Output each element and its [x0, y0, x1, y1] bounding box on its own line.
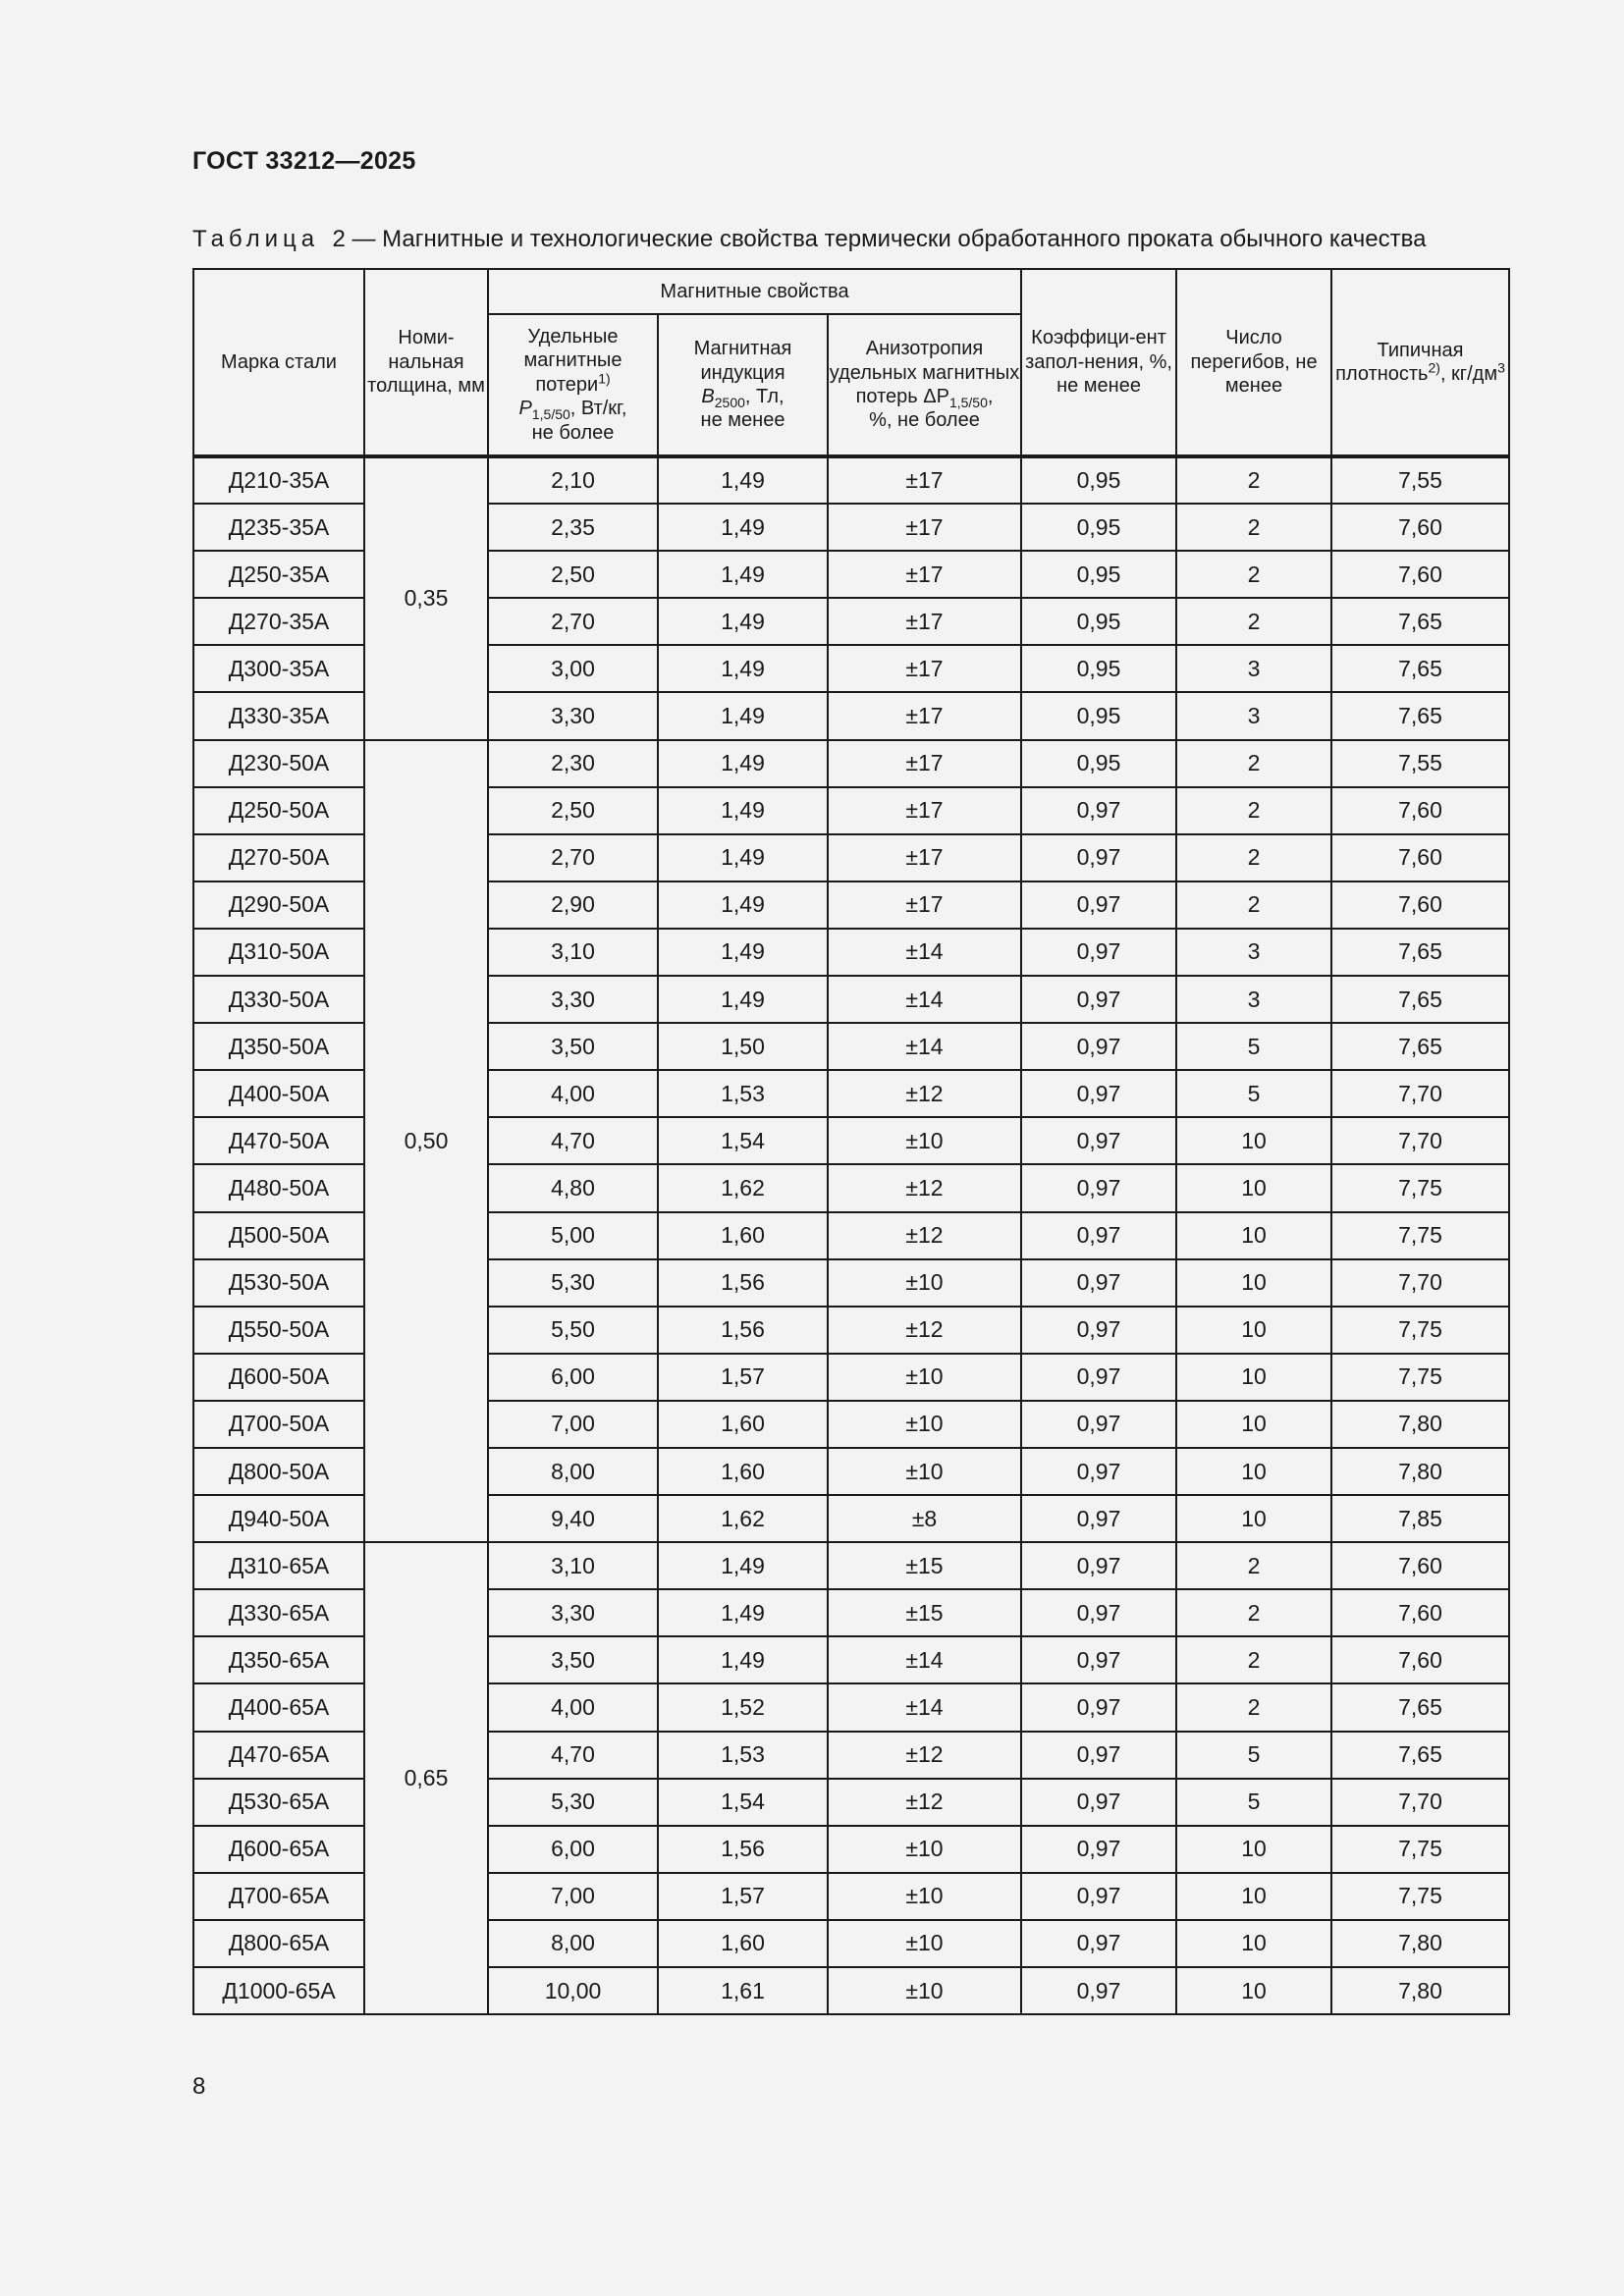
- specific-loss-cell: 3,50: [488, 1023, 658, 1070]
- fill-factor-cell: 0,97: [1021, 1495, 1176, 1542]
- grade-cell: Д310-50А: [193, 929, 364, 976]
- specific-loss-cell: 3,10: [488, 1542, 658, 1589]
- induction-cell: 1,61: [658, 1967, 828, 2014]
- specific-loss-cell: 2,50: [488, 551, 658, 598]
- header-grade: Марка стали: [193, 269, 364, 456]
- density-cell: 7,55: [1331, 456, 1509, 504]
- specific-loss-cell: 5,30: [488, 1259, 658, 1307]
- grade-cell: Д330-35А: [193, 692, 364, 739]
- fill-factor-cell: 0,95: [1021, 456, 1176, 504]
- density-cell: 7,85: [1331, 1495, 1509, 1542]
- bends-cell: 2: [1176, 740, 1331, 787]
- fill-factor-cell: 0,97: [1021, 787, 1176, 834]
- anisotropy-cell: ±17: [828, 456, 1021, 504]
- density-cell: 7,75: [1331, 1873, 1509, 1920]
- density-cell: 7,70: [1331, 1117, 1509, 1164]
- anisotropy-cell: ±10: [828, 1401, 1021, 1448]
- induction-cell: 1,49: [658, 976, 828, 1023]
- density-cell: 7,75: [1331, 1212, 1509, 1259]
- bends-cell: 2: [1176, 1636, 1331, 1683]
- density-cell: 7,70: [1331, 1259, 1509, 1307]
- anisotropy-cell: ±12: [828, 1212, 1021, 1259]
- specific-loss-cell: 7,00: [488, 1873, 658, 1920]
- induction-cell: 1,54: [658, 1117, 828, 1164]
- induction-cell: 1,56: [658, 1307, 828, 1354]
- density-cell: 7,65: [1331, 1023, 1509, 1070]
- bends-cell: 2: [1176, 787, 1331, 834]
- grade-cell: Д1000-65А: [193, 1967, 364, 2014]
- loss-footnote: 1): [598, 370, 611, 387]
- loss-unit: , Вт/кг,: [569, 398, 627, 420]
- induction-cell: 1,49: [658, 881, 828, 929]
- grade-cell: Д600-65А: [193, 1826, 364, 1873]
- specific-loss-cell: 3,10: [488, 929, 658, 976]
- density-cell: 7,60: [1331, 787, 1509, 834]
- fill-factor-cell: 0,97: [1021, 1448, 1176, 1495]
- anisotropy-cell: ±12: [828, 1307, 1021, 1354]
- specific-loss-cell: 2,10: [488, 456, 658, 504]
- fill-factor-cell: 0,97: [1021, 1164, 1176, 1211]
- grade-cell: Д270-50А: [193, 834, 364, 881]
- density-cell: 7,80: [1331, 1920, 1509, 1967]
- anisotropy-cell: ±10: [828, 1967, 1021, 2014]
- grade-cell: Д270-35А: [193, 598, 364, 645]
- specific-loss-cell: 7,00: [488, 1401, 658, 1448]
- induction-cell: 1,49: [658, 740, 828, 787]
- header-thickness: Номи-нальная толщина, мм: [364, 269, 488, 456]
- anisotropy-limit: %, не более: [869, 409, 980, 432]
- density-cell: 7,70: [1331, 1779, 1509, 1826]
- density-label: Типичная плотность: [1335, 339, 1464, 385]
- anisotropy-cell: ±17: [828, 834, 1021, 881]
- density-cell: 7,60: [1331, 1542, 1509, 1589]
- induction-cell: 1,62: [658, 1495, 828, 1542]
- anisotropy-cell: ±8: [828, 1495, 1021, 1542]
- bends-cell: 2: [1176, 881, 1331, 929]
- fill-factor-cell: 0,95: [1021, 551, 1176, 598]
- density-cell: 7,60: [1331, 504, 1509, 551]
- specific-loss-cell: 5,30: [488, 1779, 658, 1826]
- induction-cell: 1,62: [658, 1164, 828, 1211]
- induction-cell: 1,53: [658, 1070, 828, 1117]
- fill-factor-cell: 0,97: [1021, 1117, 1176, 1164]
- anisotropy-label: Анизотропия удельных магнитных потерь ΔP: [829, 338, 1020, 407]
- induction-cell: 1,49: [658, 1636, 828, 1683]
- bends-cell: 10: [1176, 1448, 1331, 1495]
- fill-factor-cell: 0,97: [1021, 1542, 1176, 1589]
- grade-cell: Д700-50А: [193, 1401, 364, 1448]
- fill-factor-cell: 0,95: [1021, 740, 1176, 787]
- anisotropy-cell: ±12: [828, 1070, 1021, 1117]
- anisotropy-cell: ±10: [828, 1448, 1021, 1495]
- fill-factor-cell: 0,97: [1021, 976, 1176, 1023]
- grade-cell: Д235-35А: [193, 504, 364, 551]
- caption-prefix: Таблица: [192, 226, 320, 252]
- fill-factor-cell: 0,95: [1021, 645, 1176, 692]
- specific-loss-cell: 2,35: [488, 504, 658, 551]
- grade-cell: Д330-50А: [193, 976, 364, 1023]
- bends-cell: 2: [1176, 551, 1331, 598]
- fill-factor-cell: 0,97: [1021, 1589, 1176, 1636]
- page-number: 8: [192, 2073, 206, 2100]
- anisotropy-cell: ±14: [828, 1683, 1021, 1731]
- density-unit-exponent: 3: [1497, 359, 1505, 376]
- density-cell: 7,65: [1331, 692, 1509, 739]
- induction-cell: 1,57: [658, 1354, 828, 1401]
- fill-factor-cell: 0,95: [1021, 598, 1176, 645]
- grade-cell: Д230-50А: [193, 740, 364, 787]
- anisotropy-cell: ±15: [828, 1589, 1021, 1636]
- bends-cell: 2: [1176, 456, 1331, 504]
- header-density: [1331, 269, 1509, 456]
- grade-cell: Д400-65А: [193, 1683, 364, 1731]
- specific-loss-cell: 5,00: [488, 1212, 658, 1259]
- specific-loss-cell: 3,30: [488, 976, 658, 1023]
- header-bends: Число перегибов, не менее: [1176, 269, 1331, 456]
- thickness-cell: 0,35: [364, 456, 488, 740]
- induction-subscript: 2500: [714, 395, 745, 410]
- thickness-cell: 0,50: [364, 740, 488, 1543]
- specific-loss-cell: 3,30: [488, 692, 658, 739]
- induction-cell: 1,49: [658, 929, 828, 976]
- grade-cell: Д530-50А: [193, 1259, 364, 1307]
- specific-loss-cell: 4,00: [488, 1070, 658, 1117]
- header-anisotropy: [828, 314, 1021, 456]
- bends-cell: 10: [1176, 1164, 1331, 1211]
- induction-cell: 1,60: [658, 1448, 828, 1495]
- fill-factor-cell: 0,95: [1021, 692, 1176, 739]
- header-specific-loss: [488, 314, 658, 456]
- grade-cell: Д350-65А: [193, 1636, 364, 1683]
- loss-subscript: 1,5/50: [531, 406, 570, 423]
- density-cell: 7,80: [1331, 1401, 1509, 1448]
- fill-factor-cell: 0,97: [1021, 881, 1176, 929]
- fill-factor-cell: 0,97: [1021, 1212, 1176, 1259]
- anisotropy-cell: ±17: [828, 598, 1021, 645]
- fill-factor-cell: 0,97: [1021, 1023, 1176, 1070]
- specific-loss-cell: 3,00: [488, 645, 658, 692]
- fill-factor-cell: 0,97: [1021, 1967, 1176, 2014]
- bends-cell: 10: [1176, 1307, 1331, 1354]
- induction-cell: 1,56: [658, 1826, 828, 1873]
- bends-cell: 10: [1176, 1495, 1331, 1542]
- grade-cell: Д250-50А: [193, 787, 364, 834]
- induction-cell: 1,57: [658, 1873, 828, 1920]
- bends-cell: 10: [1176, 1259, 1331, 1307]
- caption-number: 2: [332, 226, 346, 252]
- anisotropy-cell: ±17: [828, 551, 1021, 598]
- density-unit: , кг/дм: [1439, 363, 1498, 385]
- anisotropy-cell: ±17: [828, 692, 1021, 739]
- fill-factor-cell: 0,97: [1021, 1779, 1176, 1826]
- bends-cell: 3: [1176, 692, 1331, 739]
- anisotropy-cell: ±17: [828, 740, 1021, 787]
- specific-loss-cell: 2,70: [488, 598, 658, 645]
- anisotropy-cell: ±12: [828, 1732, 1021, 1779]
- induction-cell: 1,49: [658, 645, 828, 692]
- anisotropy-comma: ,: [987, 386, 994, 407]
- specific-loss-cell: 5,50: [488, 1307, 658, 1354]
- induction-cell: 1,49: [658, 504, 828, 551]
- anisotropy-cell: ±10: [828, 1873, 1021, 1920]
- bends-cell: 10: [1176, 1401, 1331, 1448]
- fill-factor-cell: 0,97: [1021, 834, 1176, 881]
- density-cell: 7,65: [1331, 598, 1509, 645]
- table-row: [193, 740, 1509, 787]
- anisotropy-cell: ±12: [828, 1779, 1021, 1826]
- induction-cell: 1,49: [658, 834, 828, 881]
- specific-loss-cell: 10,00: [488, 1967, 658, 2014]
- specific-loss-cell: 6,00: [488, 1826, 658, 1873]
- specific-loss-cell: 9,40: [488, 1495, 658, 1542]
- grade-cell: Д700-65А: [193, 1873, 364, 1920]
- density-cell: 7,65: [1331, 645, 1509, 692]
- density-cell: 7,60: [1331, 834, 1509, 881]
- header-fill-factor: Коэффици-ент запол-нения, %, не менее: [1021, 269, 1176, 456]
- anisotropy-cell: ±14: [828, 1023, 1021, 1070]
- loss-symbol: P: [518, 398, 532, 420]
- density-cell: 7,75: [1331, 1826, 1509, 1873]
- density-cell: 7,65: [1331, 1732, 1509, 1779]
- induction-label: Магнитная индукция: [693, 338, 792, 384]
- density-cell: 7,80: [1331, 1448, 1509, 1495]
- induction-cell: 1,49: [658, 598, 828, 645]
- loss-label: Удельные магнитные потери: [523, 326, 623, 396]
- induction-cell: 1,54: [658, 1779, 828, 1826]
- specific-loss-cell: 4,80: [488, 1164, 658, 1211]
- grade-cell: Д800-50А: [193, 1448, 364, 1495]
- induction-cell: 1,60: [658, 1212, 828, 1259]
- anisotropy-cell: ±17: [828, 645, 1021, 692]
- fill-factor-cell: 0,97: [1021, 1920, 1176, 1967]
- anisotropy-cell: ±10: [828, 1920, 1021, 1967]
- fill-factor-cell: 0,97: [1021, 1307, 1176, 1354]
- fill-factor-cell: 0,97: [1021, 1070, 1176, 1117]
- fill-factor-cell: 0,97: [1021, 1826, 1176, 1873]
- density-cell: 7,55: [1331, 740, 1509, 787]
- bends-cell: 3: [1176, 929, 1331, 976]
- grade-cell: Д600-50А: [193, 1354, 364, 1401]
- grade-cell: Д300-35А: [193, 645, 364, 692]
- bends-cell: 2: [1176, 504, 1331, 551]
- grade-cell: Д470-65А: [193, 1732, 364, 1779]
- anisotropy-cell: ±17: [828, 504, 1021, 551]
- grade-cell: Д210-35А: [193, 456, 364, 504]
- specific-loss-cell: 3,30: [488, 1589, 658, 1636]
- grade-cell: Д500-50А: [193, 1212, 364, 1259]
- caption-text: Магнитные и технологические свойства термически обработанного проката обычного качества: [382, 226, 1427, 252]
- anisotropy-cell: ±17: [828, 881, 1021, 929]
- density-cell: 7,60: [1331, 551, 1509, 598]
- bends-cell: 10: [1176, 1212, 1331, 1259]
- induction-cell: 1,50: [658, 1023, 828, 1070]
- grade-cell: Д480-50А: [193, 1164, 364, 1211]
- density-cell: 7,60: [1331, 1636, 1509, 1683]
- anisotropy-cell: ±15: [828, 1542, 1021, 1589]
- grade-cell: Д310-65А: [193, 1542, 364, 1589]
- header-induction: [658, 314, 828, 456]
- induction-cell: 1,52: [658, 1683, 828, 1731]
- fill-factor-cell: 0,95: [1021, 504, 1176, 551]
- density-cell: 7,75: [1331, 1307, 1509, 1354]
- specific-loss-cell: 3,50: [488, 1636, 658, 1683]
- grade-cell: Д470-50А: [193, 1117, 364, 1164]
- induction-unit: , Тл,: [744, 386, 785, 407]
- anisotropy-cell: ±10: [828, 1117, 1021, 1164]
- induction-cell: 1,49: [658, 1542, 828, 1589]
- bends-cell: 5: [1176, 1732, 1331, 1779]
- bends-cell: 2: [1176, 1683, 1331, 1731]
- specific-loss-cell: 2,30: [488, 740, 658, 787]
- density-cell: 7,60: [1331, 1589, 1509, 1636]
- anisotropy-cell: ±14: [828, 976, 1021, 1023]
- induction-cell: 1,60: [658, 1920, 828, 1967]
- induction-symbol: B: [701, 386, 715, 407]
- specific-loss-cell: 2,90: [488, 881, 658, 929]
- fill-factor-cell: 0,97: [1021, 1873, 1176, 1920]
- bends-cell: 10: [1176, 1117, 1331, 1164]
- anisotropy-cell: ±10: [828, 1259, 1021, 1307]
- specific-loss-cell: 4,00: [488, 1683, 658, 1731]
- properties-table: [192, 268, 1510, 2015]
- bends-cell: 10: [1176, 1354, 1331, 1401]
- anisotropy-cell: ±10: [828, 1826, 1021, 1873]
- grade-cell: Д800-65А: [193, 1920, 364, 1967]
- table-row: [193, 456, 1509, 504]
- specific-loss-cell: 4,70: [488, 1732, 658, 1779]
- density-cell: 7,65: [1331, 976, 1509, 1023]
- fill-factor-cell: 0,97: [1021, 929, 1176, 976]
- induction-cell: 1,49: [658, 551, 828, 598]
- induction-cell: 1,49: [658, 692, 828, 739]
- fill-factor-cell: 0,97: [1021, 1732, 1176, 1779]
- specific-loss-cell: 8,00: [488, 1920, 658, 1967]
- bends-cell: 2: [1176, 1589, 1331, 1636]
- table-body: [193, 456, 1509, 2014]
- induction-limit: не менее: [700, 409, 785, 432]
- density-cell: 7,75: [1331, 1354, 1509, 1401]
- bends-cell: 3: [1176, 645, 1331, 692]
- density-cell: 7,60: [1331, 881, 1509, 929]
- anisotropy-subscript: 1,5/50: [948, 395, 988, 410]
- fill-factor-cell: 0,97: [1021, 1401, 1176, 1448]
- induction-cell: 1,49: [658, 456, 828, 504]
- induction-cell: 1,49: [658, 787, 828, 834]
- grade-cell: Д530-65А: [193, 1779, 364, 1826]
- induction-cell: 1,53: [658, 1732, 828, 1779]
- thickness-cell: 0,65: [364, 1542, 488, 2014]
- grade-cell: Д940-50А: [193, 1495, 364, 1542]
- table-row: [193, 1542, 1509, 1589]
- grade-cell: Д350-50А: [193, 1023, 364, 1070]
- bends-cell: 2: [1176, 834, 1331, 881]
- bends-cell: 3: [1176, 976, 1331, 1023]
- bends-cell: 10: [1176, 1920, 1331, 1967]
- density-footnote: 2): [1428, 359, 1440, 376]
- density-cell: 7,65: [1331, 929, 1509, 976]
- specific-loss-cell: 6,00: [488, 1354, 658, 1401]
- bends-cell: 2: [1176, 1542, 1331, 1589]
- bends-cell: 5: [1176, 1779, 1331, 1826]
- fill-factor-cell: 0,97: [1021, 1354, 1176, 1401]
- anisotropy-cell: ±14: [828, 929, 1021, 976]
- specific-loss-cell: 2,70: [488, 834, 658, 881]
- grade-cell: Д290-50А: [193, 881, 364, 929]
- loss-limit: не более: [531, 421, 615, 444]
- anisotropy-cell: ±14: [828, 1636, 1021, 1683]
- bends-cell: 10: [1176, 1826, 1331, 1873]
- induction-cell: 1,60: [658, 1401, 828, 1448]
- fill-factor-cell: 0,97: [1021, 1259, 1176, 1307]
- grade-cell: Д550-50А: [193, 1307, 364, 1354]
- grade-cell: Д250-35А: [193, 551, 364, 598]
- bends-cell: 2: [1176, 598, 1331, 645]
- specific-loss-cell: 4,70: [488, 1117, 658, 1164]
- specific-loss-cell: 8,00: [488, 1448, 658, 1495]
- table-caption: [192, 226, 1426, 253]
- anisotropy-cell: ±17: [828, 787, 1021, 834]
- specific-loss-cell: 2,50: [488, 787, 658, 834]
- bends-cell: 5: [1176, 1070, 1331, 1117]
- density-cell: 7,70: [1331, 1070, 1509, 1117]
- density-cell: 7,75: [1331, 1164, 1509, 1211]
- grade-cell: Д400-50А: [193, 1070, 364, 1117]
- anisotropy-cell: ±10: [828, 1354, 1021, 1401]
- fill-factor-cell: 0,97: [1021, 1683, 1176, 1731]
- bends-cell: 10: [1176, 1873, 1331, 1920]
- fill-factor-cell: 0,97: [1021, 1636, 1176, 1683]
- caption-dash: —: [352, 226, 376, 252]
- induction-cell: 1,56: [658, 1259, 828, 1307]
- anisotropy-cell: ±12: [828, 1164, 1021, 1211]
- document-header: ГОСТ 33212—2025: [192, 147, 416, 175]
- density-cell: 7,80: [1331, 1967, 1509, 2014]
- header-magnetic-properties: Магнитные свойства: [488, 269, 1021, 314]
- density-cell: 7,65: [1331, 1683, 1509, 1731]
- bends-cell: 10: [1176, 1967, 1331, 2014]
- grade-cell: Д330-65А: [193, 1589, 364, 1636]
- bends-cell: 5: [1176, 1023, 1331, 1070]
- induction-cell: 1,49: [658, 1589, 828, 1636]
